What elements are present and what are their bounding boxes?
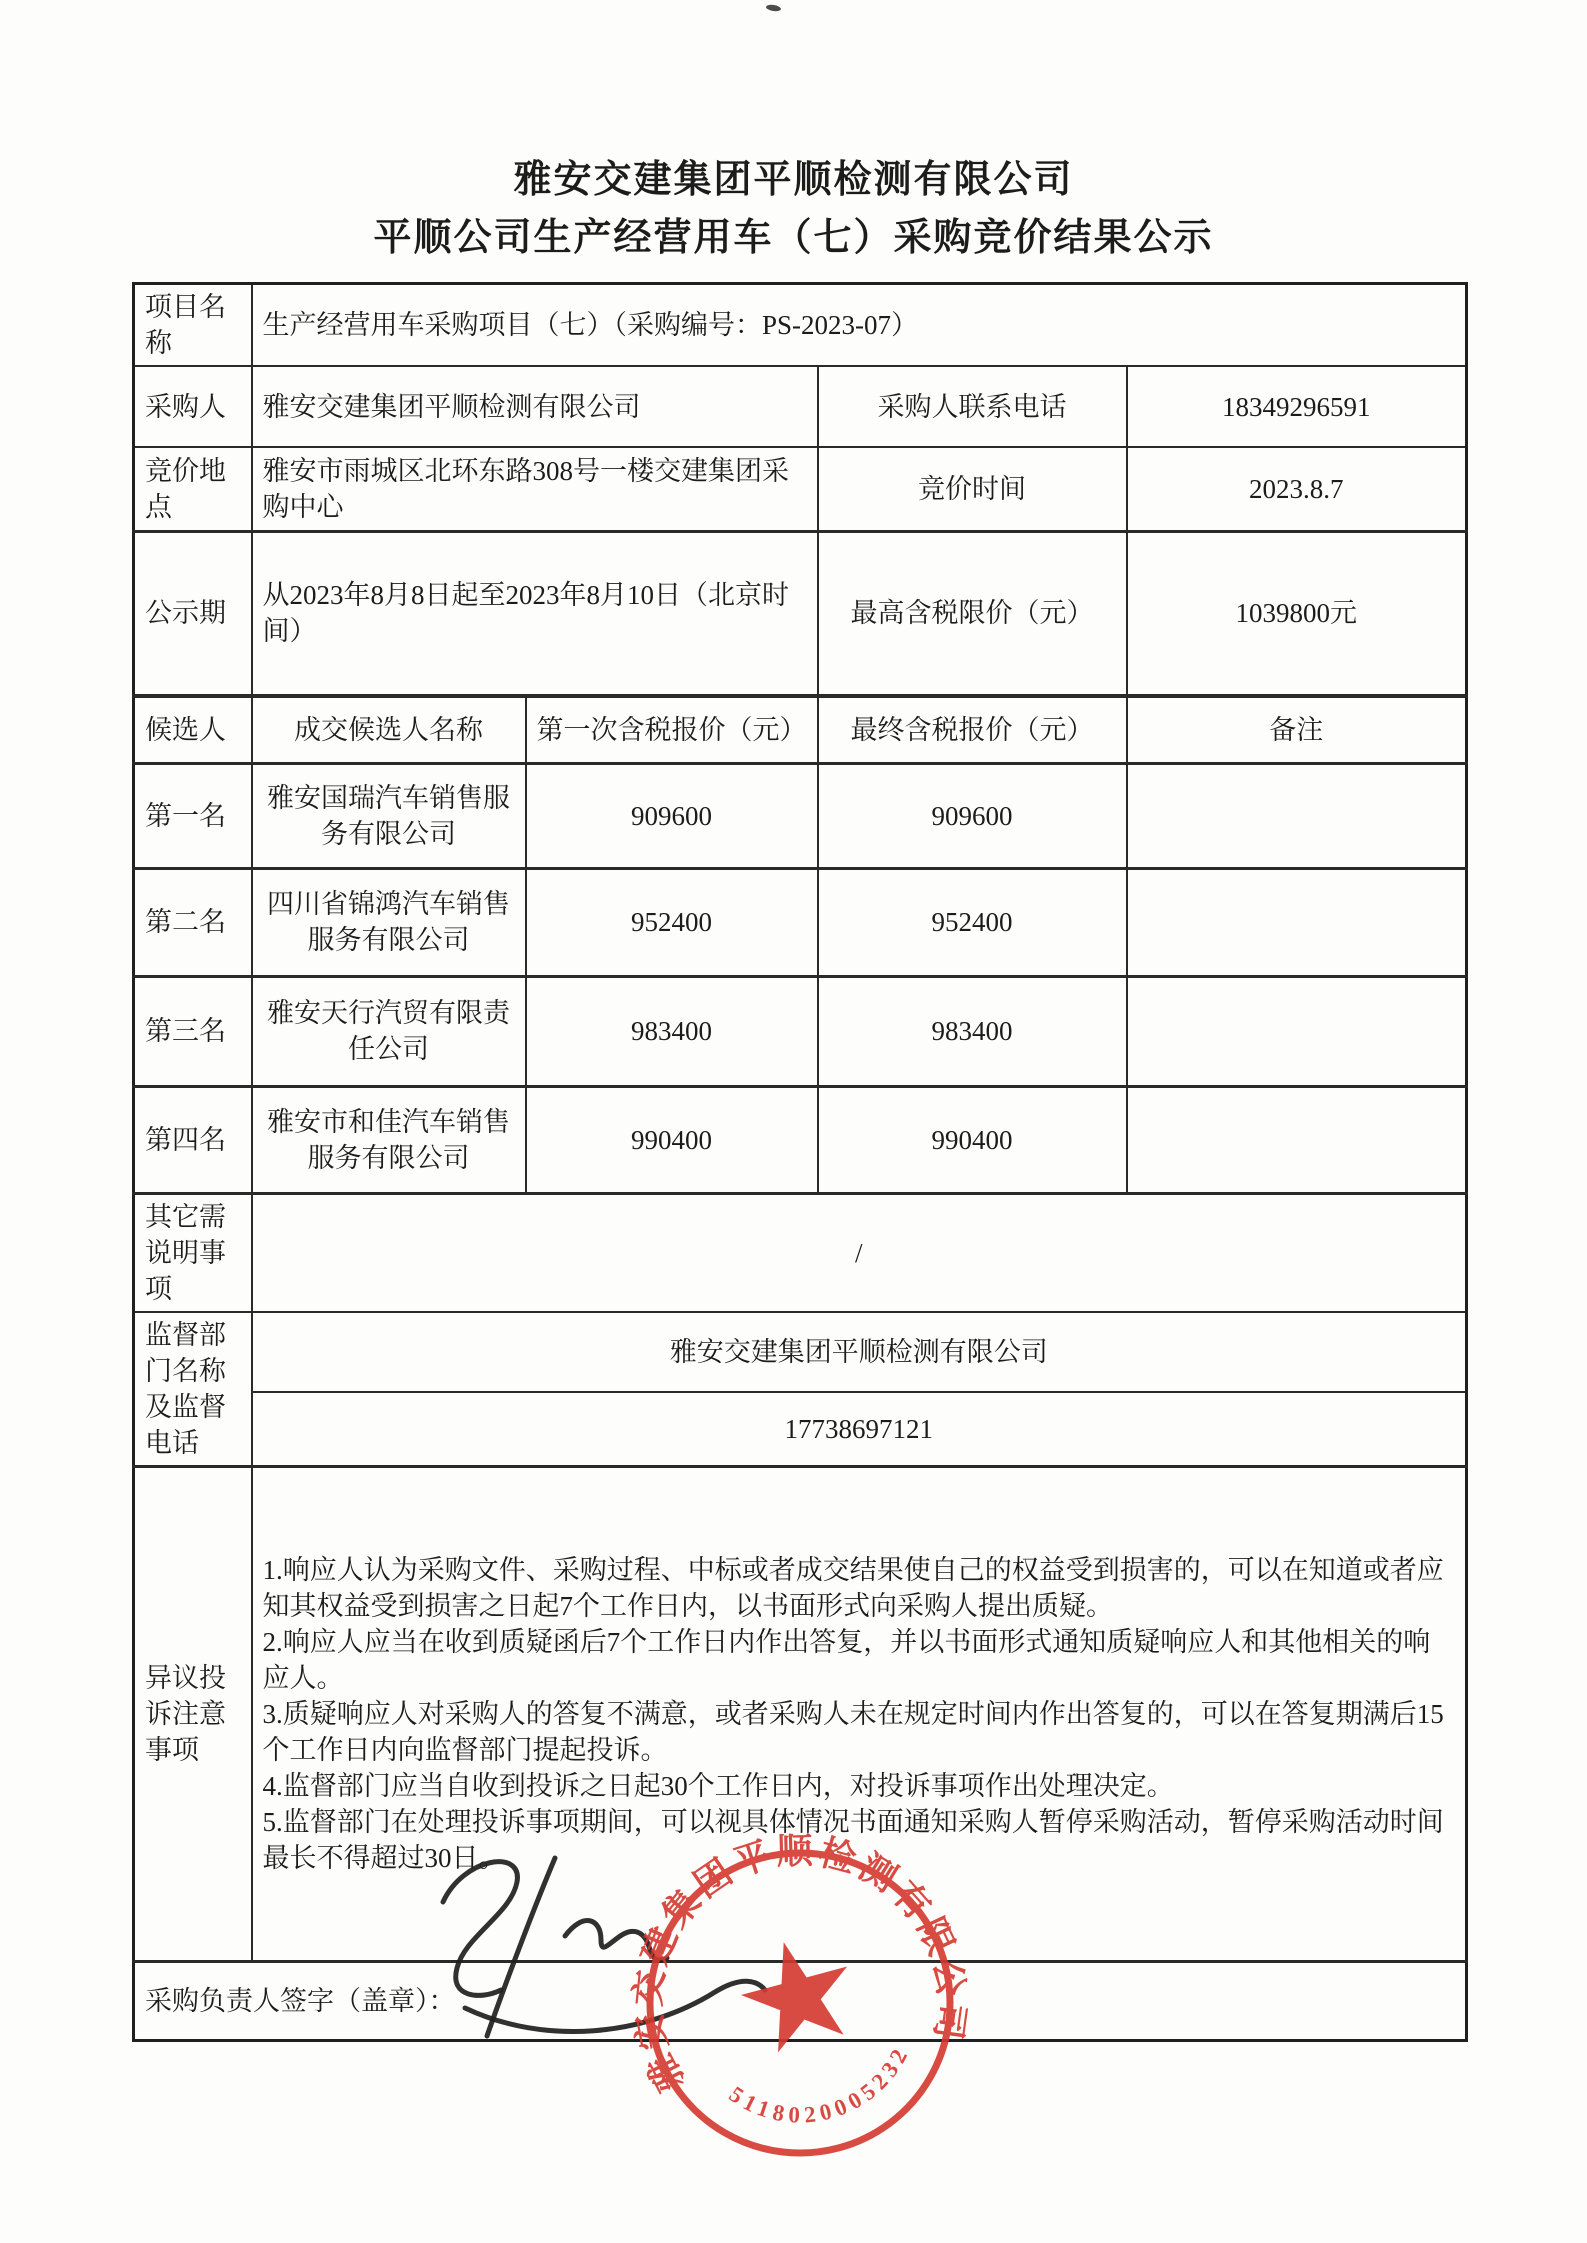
table-row-candidate-2 (134, 868, 1467, 976)
scan-speck (766, 4, 782, 12)
max-price-value: 1039800元 (1127, 531, 1467, 696)
company-name-cell: 四川省锦鸿汽车销售服务有限公司 (252, 868, 526, 976)
row-publicity (134, 531, 1467, 696)
other-notes-label: 其它需说明事项 (134, 1193, 252, 1312)
remark-cell (1127, 1086, 1467, 1193)
first-price-cell: 983400 (526, 976, 818, 1086)
rank-cell: 第二名 (134, 868, 252, 976)
name-col-header: 成交候选人名称 (252, 696, 526, 763)
bidding-time-label: 竞价时间 (818, 447, 1127, 531)
final-price-cell: 909600 (818, 763, 1127, 868)
row-signature (134, 1962, 1467, 2041)
rank-cell: 第四名 (134, 1086, 252, 1193)
location-value: 雅安市雨城区北环东路308号一楼交建集团采购中心 (252, 447, 818, 531)
company-name-cell: 雅安天行汽贸有限责任公司 (252, 976, 526, 1086)
objection-notes (252, 1467, 1467, 1962)
location-label: 竞价地点 (134, 447, 252, 531)
rank-cell: 第一名 (134, 763, 252, 868)
purchaser-value: 雅安交建集团平顺检测有限公司 (252, 366, 818, 447)
row-objection (134, 1467, 1467, 1962)
stamp-serial-number: 5118020005232 (724, 2042, 914, 2128)
rank-cell: 第三名 (134, 976, 252, 1086)
signature-cell (134, 1962, 1467, 2041)
row-supervision-phone (134, 1392, 1467, 1467)
max-price-label: 最高含税限价（元） (818, 531, 1127, 696)
table-row-candidate-1 (134, 763, 1467, 868)
document-title-line2: 平顺公司生产经营用车（七）采购竞价结果公示 (373, 217, 1214, 259)
publicity-label: 公示期 (134, 531, 252, 696)
remark-cell (1127, 976, 1467, 1086)
stamp-company-text: 雅安交建集团平顺检测有限公司 (627, 1830, 972, 2098)
row-candidate-header (134, 696, 1467, 763)
other-notes-value: / (252, 1193, 1467, 1312)
project-value: 生产经营用车采购项目（七）（采购编号：PS-2023-07） (252, 284, 1467, 367)
document-title-line1: 雅安交建集团平顺检测有限公司 (513, 159, 1074, 201)
first-price-cell: 952400 (526, 868, 818, 976)
row-supervision-name (134, 1312, 1467, 1392)
objection-item-3: 3.质疑响应人对采购人的答复不满意，或者采购人未在规定时间内作出答复的，可以在答复期满后15个工作日内向监督部门提起投诉。 (262, 1699, 1444, 1765)
signature-label: 采购负责人签字（盖章）： (145, 1986, 456, 2016)
first-price-cell: 990400 (526, 1086, 818, 1193)
objection-item-1: 1.响应人认为采购文件、采购过程、中标或者成交结果使自己的权益受到损害的，可以在知道或者应知其权益受到损害之日起7个工作日内，以书面形式向采购人提出质疑。 (262, 1555, 1444, 1621)
company-name-cell: 雅安国瑞汽车销售服务有限公司 (252, 763, 526, 868)
remark-cell (1127, 868, 1467, 976)
company-name-cell: 雅安市和佳汽车销售服务有限公司 (252, 1086, 526, 1193)
first-price-cell: 909600 (526, 763, 818, 868)
final-price-cell: 983400 (818, 976, 1127, 1086)
result-table (132, 282, 1468, 2042)
objection-item-2: 2.响应人应当在收到质疑函后7个工作日内作出答复，并以书面形式通知质疑响应人和其他相关的响应人。 (262, 1627, 1431, 1693)
supervision-label: 监督部门名称及监督电话 (134, 1312, 252, 1467)
purchaser-label: 采购人 (134, 366, 252, 447)
objection-item-5: 5.监督部门在处理投诉事项期间，可以视具体情况书面通知采购人暂停采购活动，暂停采购活动时间最长不得超过30日。 (262, 1807, 1444, 1873)
purchaser-phone-label: 采购人联系电话 (818, 366, 1127, 447)
objection-label: 异议投诉注意事项 (134, 1467, 252, 1962)
table-row-candidate-3 (134, 976, 1467, 1086)
project-label: 项目名称 (134, 284, 252, 367)
first-price-col-header: 第一次含税报价（元） (526, 696, 818, 763)
remark-col-header: 备注 (1127, 696, 1467, 763)
final-price-cell: 990400 (818, 1086, 1127, 1193)
row-project (134, 284, 1467, 367)
remark-cell (1127, 763, 1467, 868)
final-price-col-header: 最终含税报价（元） (818, 696, 1127, 763)
row-other-notes (134, 1193, 1467, 1312)
purchaser-phone-value: 18349296591 (1127, 366, 1467, 447)
candidate-col-header: 候选人 (134, 696, 252, 763)
bidding-time-value: 2023.8.7 (1127, 447, 1467, 531)
final-price-cell: 952400 (818, 868, 1127, 976)
supervision-phone: 17738697121 (252, 1392, 1467, 1467)
objection-item-4: 4.监督部门应当自收到投诉之日起30个工作日内，对投诉事项作出处理决定。 (262, 1771, 1174, 1801)
table-row-candidate-4 (134, 1086, 1467, 1193)
row-purchaser (134, 366, 1467, 447)
publicity-value: 从2023年8月8日起至2023年8月10日（北京时间） (252, 531, 818, 696)
supervision-name: 雅安交建集团平顺检测有限公司 (252, 1312, 1467, 1392)
row-location (134, 447, 1467, 531)
